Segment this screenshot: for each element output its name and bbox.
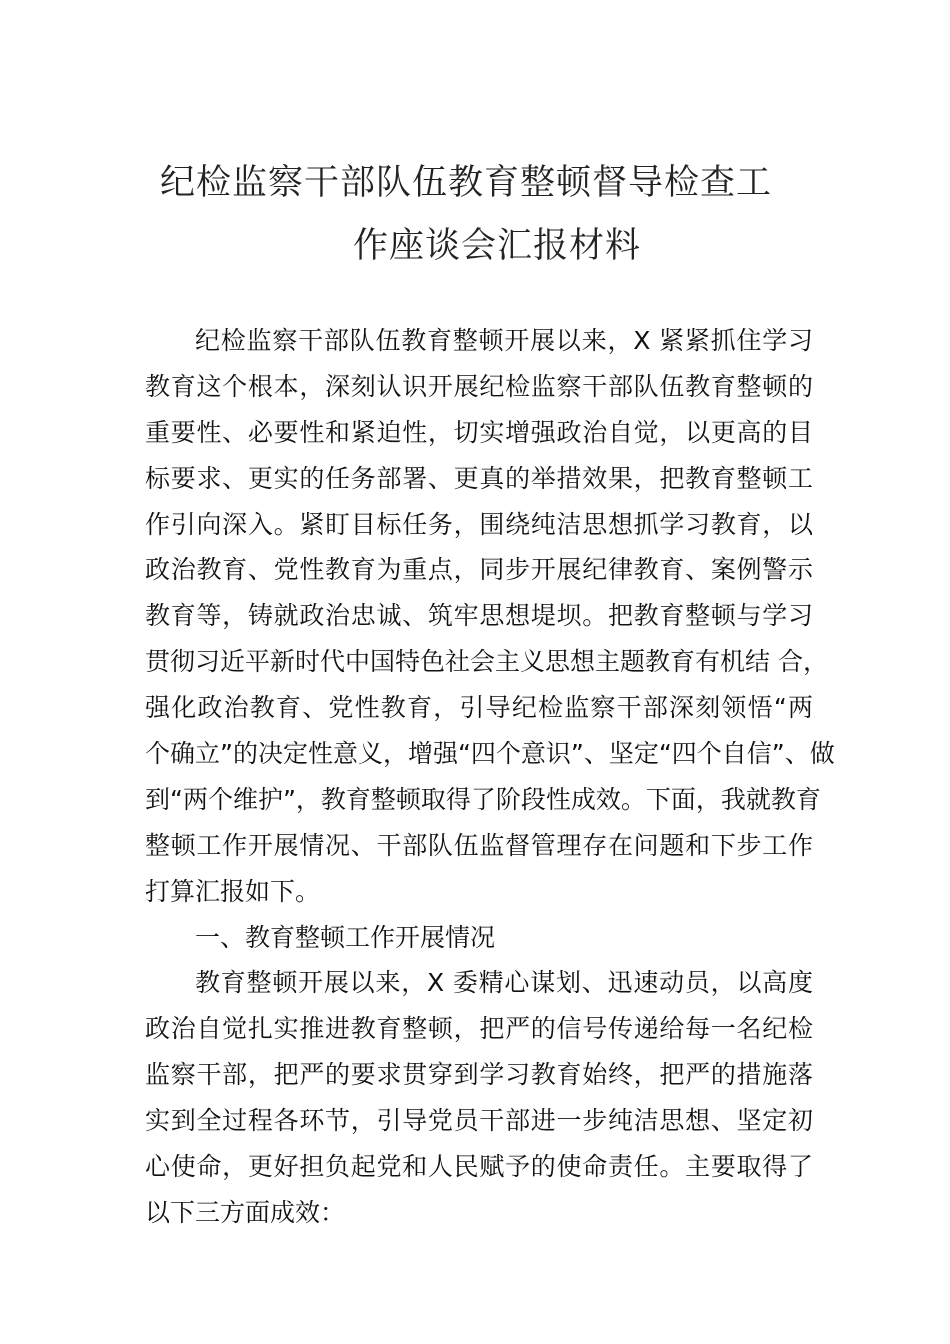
- text-line: 作引向深入。紧盯目标任务，围绕纯洁思想抓学习教育，以: [145, 509, 813, 539]
- text-line: 政治自觉扎实推进教育整顿，把严的信号传递给每一名纪检: [145, 1014, 813, 1044]
- text-line: 教育这个根本，深刻认识开展纪检监察干部队伍教育整顿的: [145, 371, 813, 401]
- text-line: 重要性、必要性和紧迫性，切实增强政治自觉，以更高的目: [145, 417, 813, 447]
- text-line: 纪检监察干部队伍教育整顿开展以来，X 紧紧抓住学习: [195, 326, 813, 355]
- document-title-line-2: 作座谈会汇报材料: [353, 226, 642, 266]
- text-line: 整顿工作开展情况、干部队伍监督管理存在问题和下步工作: [145, 830, 813, 860]
- document-body: [145, 318, 835, 1236]
- text-line: 教育等，铸就政治忠诚、筑牢思想堤坝。把教育整顿与学习: [145, 601, 813, 631]
- text-line: 教育整顿开展以来，X 委精心谋划、迅速动员，以高度: [195, 968, 813, 998]
- text-line: 打算汇报如下。: [145, 876, 321, 906]
- text-line: 政治教育、党性教育为重点，同步开展纪律教育、案例警示: [145, 555, 813, 585]
- text-line: 强化政治教育、党性教育，引导纪检监察干部深刻领悟“两: [145, 693, 813, 723]
- document-title-line-1: 纪检监察干部队伍教育整顿督导检查工: [160, 163, 773, 203]
- text-line: 标要求、更实的任务部署、更真的举措效果，把教育整顿工: [145, 463, 813, 493]
- text-line: 实到全过程各环节，引导党员干部进一步纯洁思想、坚定初: [145, 1106, 813, 1136]
- paragraph-intro: [145, 318, 835, 915]
- text-line: 到“两个维护”，教育整顿取得了阶段性成效。下面，我就教育: [145, 784, 821, 814]
- text-line: 个确立”的决定性意义，增强“四个意识”、坚定“四个自信”、做: [145, 739, 835, 769]
- text-line: 监察干部，把严的要求贯穿到学习教育始终，把严的措施落: [145, 1060, 813, 1090]
- paragraph-section-1: [145, 960, 813, 1235]
- section-heading: 一、教育整顿工作开展情况: [195, 922, 496, 952]
- text-line: 贯彻习近平新时代中国特色社会主义思想主题教育有机结 合，: [145, 647, 828, 677]
- text-line: 以下三方面成效：: [145, 1197, 346, 1227]
- text-line: 心使命，更好担负起党和人民赋予的使命责任。主要取得了: [145, 1152, 813, 1182]
